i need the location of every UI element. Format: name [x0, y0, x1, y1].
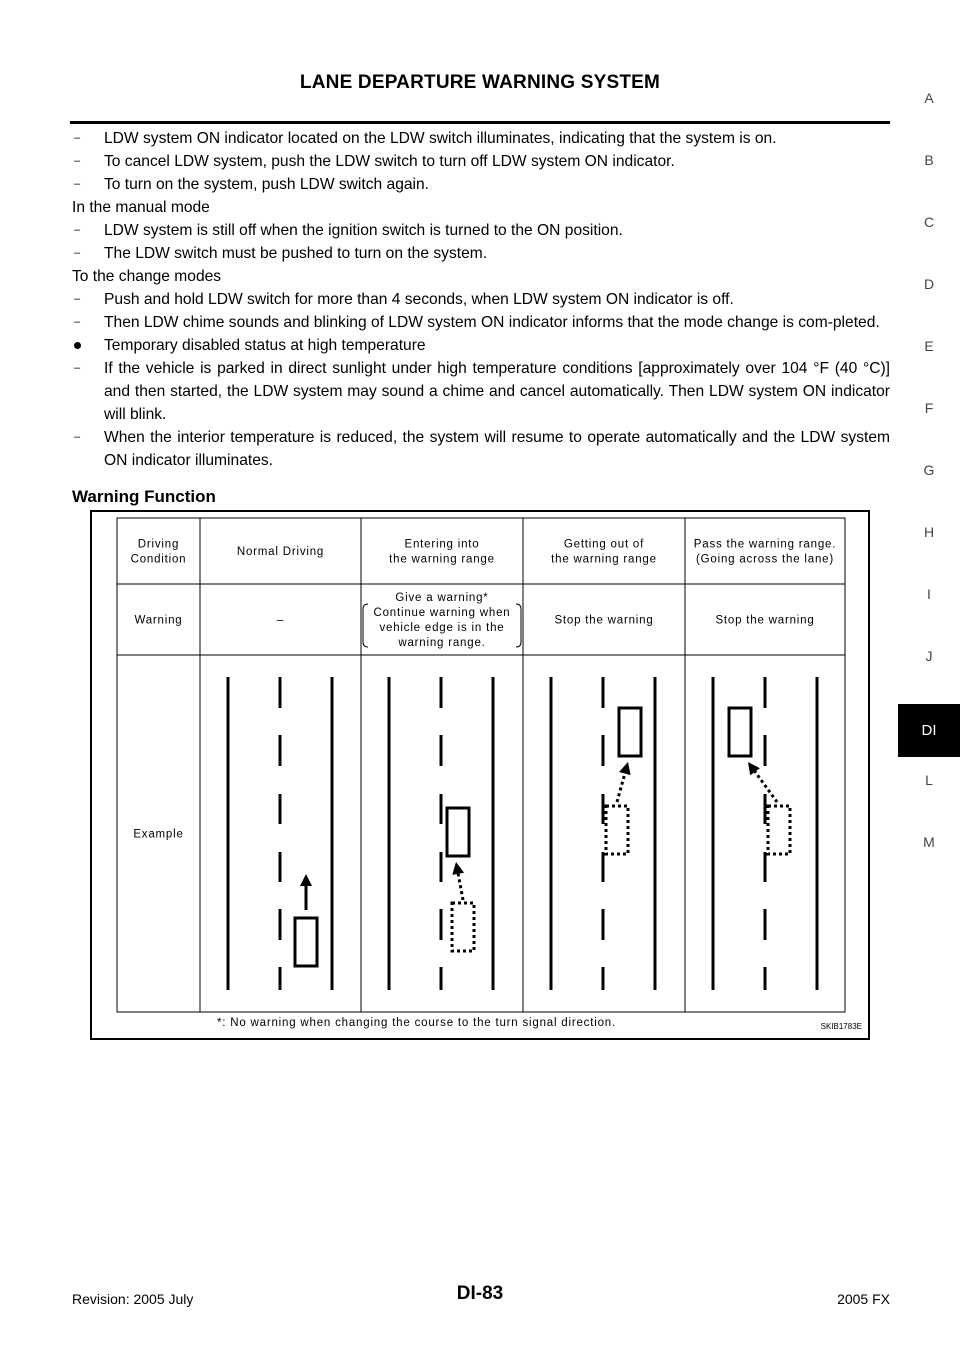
arrow-head-icon: [300, 874, 312, 886]
section-tab-e[interactable]: E: [924, 338, 934, 354]
vehicle-icon: [729, 708, 751, 756]
line-text: Temporary disabled status at high temperature: [104, 337, 426, 354]
vehicle-icon: [447, 808, 469, 856]
body-text: [72, 127, 890, 472]
line-text: The LDW switch must be pushed to turn on the system.: [104, 245, 488, 262]
dash-item: [72, 127, 890, 150]
figure-code: SKIB1783E: [820, 1022, 862, 1031]
line-text: When the interior temperature is reduced, the system will resume to operate automatically and the LDW system ON indicator illuminates.: [104, 429, 890, 469]
line-text: LDW system is still off when the ignition switch is turned to the ON position.: [104, 222, 623, 239]
warning-cell: vehicle edge is in the: [379, 622, 505, 634]
page-number: DI-83: [456, 1283, 504, 1304]
section-heading: Warning Function: [72, 487, 216, 506]
row-label-warning: Warning: [134, 614, 183, 627]
bracket-left: [363, 604, 368, 647]
arrow-head-icon: [452, 862, 464, 875]
section-tab-d[interactable]: D: [923, 276, 935, 292]
section-tab-m[interactable]: M: [923, 834, 935, 850]
section-tab-b[interactable]: B: [924, 152, 934, 168]
line-text: In the manual mode: [72, 199, 210, 216]
line-text: LDW system ON indicator located on the LDW switch illuminates, indicating that the system is on.: [104, 130, 777, 147]
column-header: the warning range: [551, 553, 657, 566]
title-rule: [70, 121, 890, 124]
dash-item: [72, 311, 890, 334]
dash-item: [72, 288, 890, 311]
line-text: If the vehicle is parked in direct sunlight under high temperature conditions [approximately over 104 °F (40 °C)] and then started, the LDW system may sound a chime and cancel automatically. Then LDW system ON indicator will blink.: [104, 360, 890, 423]
column-header: the warning range: [389, 553, 495, 566]
warning-function-figure: [90, 510, 870, 1040]
section-tab-l[interactable]: L: [925, 772, 933, 788]
section-tab-h[interactable]: H: [923, 524, 935, 540]
section-tab-g[interactable]: G: [923, 462, 935, 478]
arrow-head-icon: [748, 762, 760, 775]
previous-vehicle-position-icon: [452, 903, 474, 951]
dash-item: [72, 357, 890, 426]
line-text: To cancel LDW system, push the LDW switch to turn off LDW system ON indicator.: [104, 153, 675, 170]
column-header: Normal Driving: [236, 546, 325, 558]
section-tab-c[interactable]: C: [923, 214, 935, 230]
vehicle-icon: [295, 918, 317, 966]
section-tab-di[interactable]: DI: [898, 704, 960, 757]
line-text: Push and hold LDW switch for more than 4 seconds, when LDW system ON indicator is off.: [104, 291, 734, 308]
warning-cell: Stop the warning: [715, 614, 815, 627]
text-line: [72, 196, 890, 219]
previous-vehicle-position-icon: [606, 806, 628, 854]
warning-function-diagram: [92, 512, 868, 1038]
section-tab-i[interactable]: I: [927, 586, 931, 602]
arrow-head-icon: [619, 762, 631, 775]
column-header: Pass the warning range.: [693, 538, 837, 551]
column-header: Getting out of: [563, 538, 645, 551]
bracket-right: [516, 604, 521, 647]
text-line: [72, 265, 890, 288]
previous-vehicle-position-icon: [768, 806, 790, 854]
dash-item: [72, 173, 890, 196]
warning-cell: Stop the warning: [554, 614, 654, 627]
section-tab-f[interactable]: F: [924, 400, 934, 416]
warning-cell: Give a warning*: [395, 592, 489, 604]
movement-arrow-shaft: [617, 774, 625, 802]
bullet-icon: [74, 342, 81, 349]
dash-item: [72, 150, 890, 173]
warning-cell: warning range.: [398, 637, 486, 649]
line-text: Then LDW chime sounds and blinking of LDW system ON indicator informs that the mode change is com-pleted.: [104, 314, 880, 331]
figure-footnote: *: No warning when changing the course to the turn signal direction.: [217, 1017, 616, 1029]
dash-item: [72, 242, 890, 265]
column-header: (Going across the lane): [696, 553, 834, 566]
model-year: 2005 FX: [837, 1291, 890, 1307]
section-tab-j[interactable]: J: [925, 648, 933, 664]
line-text: To turn on the system, push LDW switch again.: [104, 176, 430, 193]
dash-item: [72, 426, 890, 472]
line-text: To the change modes: [72, 268, 222, 285]
row-label-example: Example: [133, 828, 184, 841]
page-title: LANE DEPARTURE WARNING SYSTEM: [299, 72, 661, 93]
dash-item: [72, 219, 890, 242]
revision-date: Revision: 2005 July: [72, 1291, 194, 1307]
row-label-condition: Driving: [137, 538, 180, 551]
row-label-condition: Condition: [130, 553, 187, 566]
section-tab-a[interactable]: A: [924, 90, 934, 106]
warning-cell: –: [276, 614, 285, 627]
vehicle-icon: [619, 708, 641, 756]
column-header: Entering into: [404, 538, 480, 551]
movement-arrow-shaft: [458, 874, 463, 900]
warning-cell: Continue warning when: [373, 607, 511, 619]
bullet-item: [72, 334, 890, 357]
